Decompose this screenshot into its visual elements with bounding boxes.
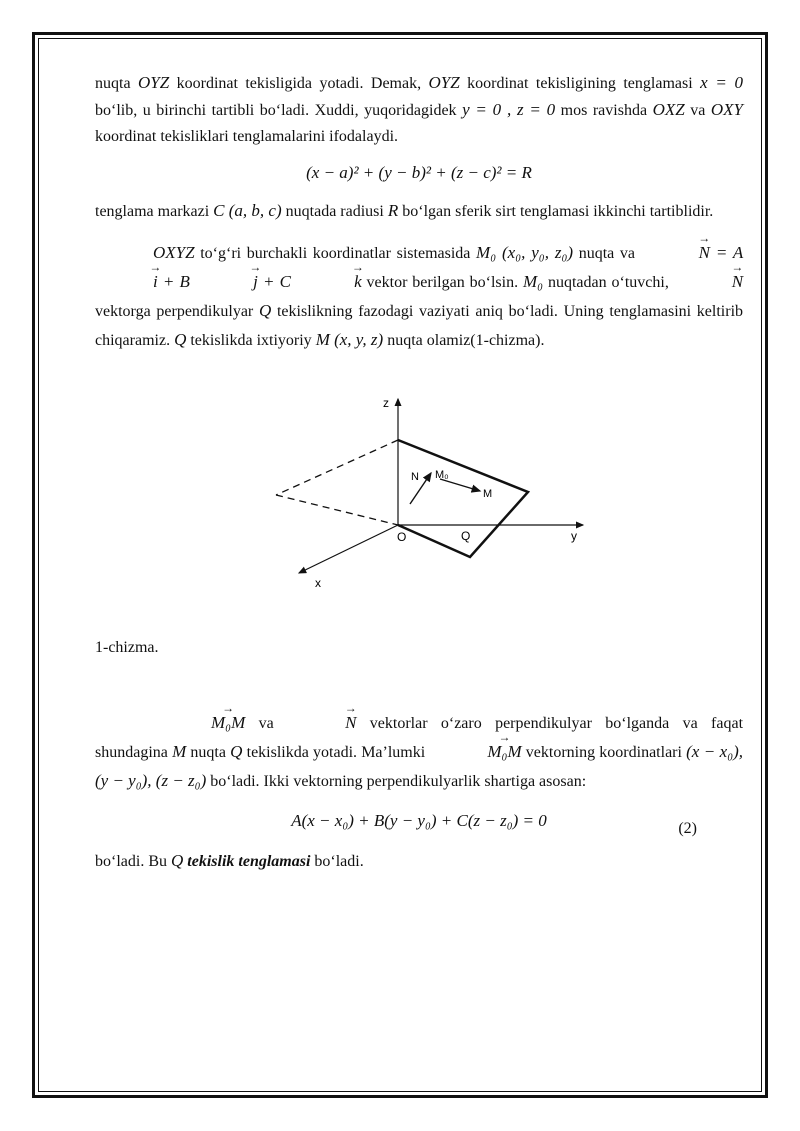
vector-n-label: N (411, 471, 419, 483)
origin-label: O (397, 530, 407, 544)
text: bo‘ladi. (314, 853, 364, 870)
math: M (172, 742, 187, 761)
math: y = 0 , z = 0 (462, 100, 556, 119)
text: bo‘lib, u birinchi tartibli bo‘ladi. Xuddi, yuqoridagidek (95, 102, 457, 119)
paragraph-2 (95, 198, 743, 225)
text: nuqta (95, 75, 131, 92)
text: nuqta va (578, 245, 635, 262)
math: OXY (710, 100, 744, 119)
math: OXYZ (153, 243, 195, 262)
math: → N (287, 709, 356, 737)
x-axis-label: x (315, 576, 321, 590)
math: x = 0 (700, 73, 743, 92)
text: va (258, 715, 274, 732)
text: vektorning koordinatlari (525, 744, 682, 761)
math: OYZ (137, 73, 170, 92)
text: tekislikning fazodagi vaziyati aniq bo‘ladi. Uning tenglamasini keltirib chiqaramiz. (95, 303, 744, 349)
math: M (x, y, z) (315, 330, 384, 349)
figure-caption: 1-chizma. (95, 639, 159, 656)
plane-equation: A(x − x₀) + B(y − y₀) + C(z − z₀) = 0 (291, 811, 547, 830)
text: vektorga perpendikulyar (95, 303, 254, 320)
text: bo‘ladi. Bu (95, 853, 167, 870)
text: koordinat tekisliklari tenglamalarini ifodalaydi. (95, 128, 399, 145)
document-body (95, 70, 743, 875)
math: → M₀M (153, 709, 245, 737)
math: M₀ (522, 272, 544, 291)
point-m0-label: M₀ (435, 469, 449, 481)
math: Q (171, 851, 184, 870)
plane-q-dashed-edge (276, 440, 398, 495)
text: bo‘lgan sferik sirt tenglamasi ikkinchi tartiblidir. (402, 203, 714, 220)
math: → M₀M (429, 738, 521, 766)
text: koordinat tekisligining tenglamasi (467, 75, 693, 92)
math: Q (174, 330, 187, 349)
text: tekislikda yotadi. Ma’lumki (246, 744, 426, 761)
text: vektorlar o‘zaro perpendikulyar bo‘lganda va faqat shundagina (95, 715, 744, 761)
math: (x − x₀), (y − y₀), (z − z₀) (95, 742, 744, 790)
math: → N (674, 268, 743, 296)
math: Q (230, 742, 243, 761)
equation-number: (2) (678, 820, 697, 837)
math: OYZ (428, 73, 460, 92)
math: R (387, 201, 399, 220)
paragraph-5 (95, 848, 743, 875)
math: + B (162, 272, 190, 291)
paragraph-4 (95, 709, 743, 796)
plane-q-dashed-edge (276, 495, 398, 525)
z-axis-label: z (383, 396, 389, 410)
math: Q (258, 301, 272, 320)
text: to‘g‘ri burchakli koordinatlar sistemasida (200, 245, 471, 262)
point-m-label: M (483, 488, 493, 500)
text: vektor berilgan bo‘lsin. (366, 274, 519, 291)
text: tenglama markazi (95, 203, 210, 220)
emphasis-term: tekislik tenglamasi (187, 853, 311, 870)
text: nuqtadan o‘tuvchi, (547, 274, 669, 291)
text: nuqta (190, 744, 226, 761)
plane-diagram (265, 395, 595, 595)
math: → k (296, 268, 362, 296)
paragraph-1 (95, 70, 743, 150)
y-axis-label: y (571, 529, 577, 543)
plane-q-label: Q (461, 529, 471, 543)
math: → i (95, 268, 158, 296)
math: → N (641, 239, 710, 267)
math: M₀ (x₀, y₀, z₀) (476, 243, 574, 262)
math: + C (262, 272, 291, 291)
text: koordinat tekisligida yotadi. Demak, (176, 75, 422, 92)
x-axis (299, 525, 398, 573)
paragraph-3 (95, 239, 743, 355)
math: OXZ (652, 100, 685, 119)
math: → j (195, 268, 258, 296)
text: tekislikda ixtiyoriy (190, 332, 312, 349)
plane-equation-row (95, 808, 743, 837)
sphere-equation: (x − a)² + (y − b)² + (z − c)² = R (306, 163, 532, 182)
math: = A (715, 243, 743, 262)
text: mos ravishda (560, 102, 648, 119)
text: nuqtada radiusi (285, 203, 384, 220)
text: nuqta olamiz(1-chizma). (387, 332, 545, 349)
text: va (690, 102, 706, 119)
math: C (a, b, c) (213, 201, 282, 220)
text: bo‘ladi. Ikki vektorning perpendikulyarlik shartiga asosan: (210, 773, 587, 790)
